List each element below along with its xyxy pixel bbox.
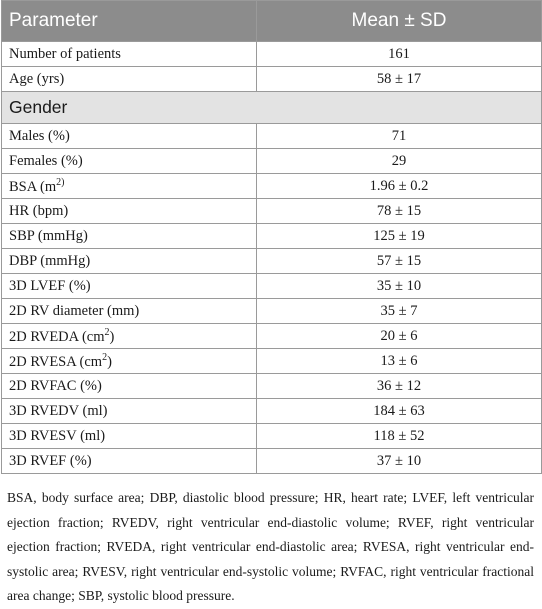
row-label xyxy=(2,374,257,399)
row-label-text: BSA (m xyxy=(9,178,57,195)
table-row xyxy=(2,224,542,249)
table-row xyxy=(2,424,542,449)
row-value: 184 ± 63 xyxy=(257,399,542,424)
table-body xyxy=(2,124,542,474)
row-label-text: 2D RVESA (cm xyxy=(9,353,103,370)
table-row xyxy=(2,149,542,174)
table-row xyxy=(2,374,542,399)
row-value: 1.96 ± 0.2 xyxy=(257,174,542,199)
row-value: 37 ± 10 xyxy=(257,449,542,474)
row-label-text: 3D RVEF (%) xyxy=(9,452,92,469)
row-value: 13 ± 6 xyxy=(257,349,542,374)
table-footnote: BSA, body surface area; DBP, diastolic blood pressure; HR, heart rate; LVEF, left ventricular ejection fraction; RVEDV, right ventricular end-diastolic volume; RVEF, right ventricular ejection fraction; RVEDA, right ventricular end-diastolic area; RVESA, right ventricular end-systolic area; RVESV, right ventricular end-systolic volume; RVFAC, right ventricular fractional area change; SBP, systolic blood pressure. xyxy=(7,490,534,603)
table-row xyxy=(2,349,542,374)
row-label xyxy=(2,424,257,449)
row-label-suffix: ) xyxy=(107,353,112,370)
table-row xyxy=(2,274,542,299)
row-value: 57 ± 15 xyxy=(257,249,542,274)
row-label-superscript: 2) xyxy=(56,176,65,188)
row-value: 58 ± 17 xyxy=(257,67,542,92)
row-label: Number of patients xyxy=(2,42,257,67)
row-label xyxy=(2,174,257,199)
row-label-text: HR (bpm) xyxy=(9,202,69,219)
row-label xyxy=(2,124,257,149)
row-label-text: 2D RV diameter (mm) xyxy=(9,302,140,319)
row-label-superscript: 2 xyxy=(102,351,108,363)
row-value: 161 xyxy=(257,42,542,67)
row-label-suffix: ) xyxy=(109,328,115,345)
row-label-text: 2D RVFAC (%) xyxy=(9,377,102,394)
row-label xyxy=(2,299,257,324)
row-value: 20 ± 6 xyxy=(257,324,542,349)
table-row xyxy=(2,174,542,199)
row-value: 36 ± 12 xyxy=(257,374,542,399)
row-label-text: Males (%) xyxy=(9,127,70,144)
header-parameter: Parameter xyxy=(2,1,257,42)
row-label-text: 3D LVEF (%) xyxy=(9,277,91,294)
row-label xyxy=(2,199,257,224)
row-value: 71 xyxy=(257,124,542,149)
table-row xyxy=(2,399,542,424)
table-row xyxy=(2,299,542,324)
row-label-text: Females (%) xyxy=(9,152,83,169)
row-label-text: 3D RVEDV (ml) xyxy=(9,402,108,419)
row-value: 78 ± 15 xyxy=(257,199,542,224)
row-label xyxy=(2,399,257,424)
table-row xyxy=(2,199,542,224)
table-row xyxy=(2,124,542,149)
table-row xyxy=(2,67,542,92)
row-value: 125 ± 19 xyxy=(257,224,542,249)
row-value: 35 ± 10 xyxy=(257,274,542,299)
header-mean-sd: Mean ± SD xyxy=(257,1,542,42)
row-label: Age (yrs) xyxy=(2,67,257,92)
row-label-text: DBP (mmHg) xyxy=(9,252,91,269)
row-label-superscript: 2 xyxy=(104,326,110,338)
row-label-text: SBP (mmHg) xyxy=(9,227,88,244)
row-label xyxy=(2,324,257,349)
table-row xyxy=(2,42,542,67)
row-label-text: 2D RVEDA (cm xyxy=(9,328,105,345)
row-label xyxy=(2,224,257,249)
row-value: 29 xyxy=(257,149,542,174)
row-label-text: 3D RVESV (ml) xyxy=(9,427,106,444)
parameters-table xyxy=(1,0,542,474)
table-row xyxy=(2,449,542,474)
row-label xyxy=(2,274,257,299)
row-label xyxy=(2,249,257,274)
section-row-gender xyxy=(2,92,542,124)
section-label: Gender xyxy=(2,92,542,124)
row-value: 118 ± 52 xyxy=(257,424,542,449)
table-row xyxy=(2,249,542,274)
row-label xyxy=(2,149,257,174)
table-row xyxy=(2,324,542,349)
row-value: 35 ± 7 xyxy=(257,299,542,324)
row-label xyxy=(2,349,257,374)
row-label xyxy=(2,449,257,474)
table-header-row xyxy=(2,1,542,42)
